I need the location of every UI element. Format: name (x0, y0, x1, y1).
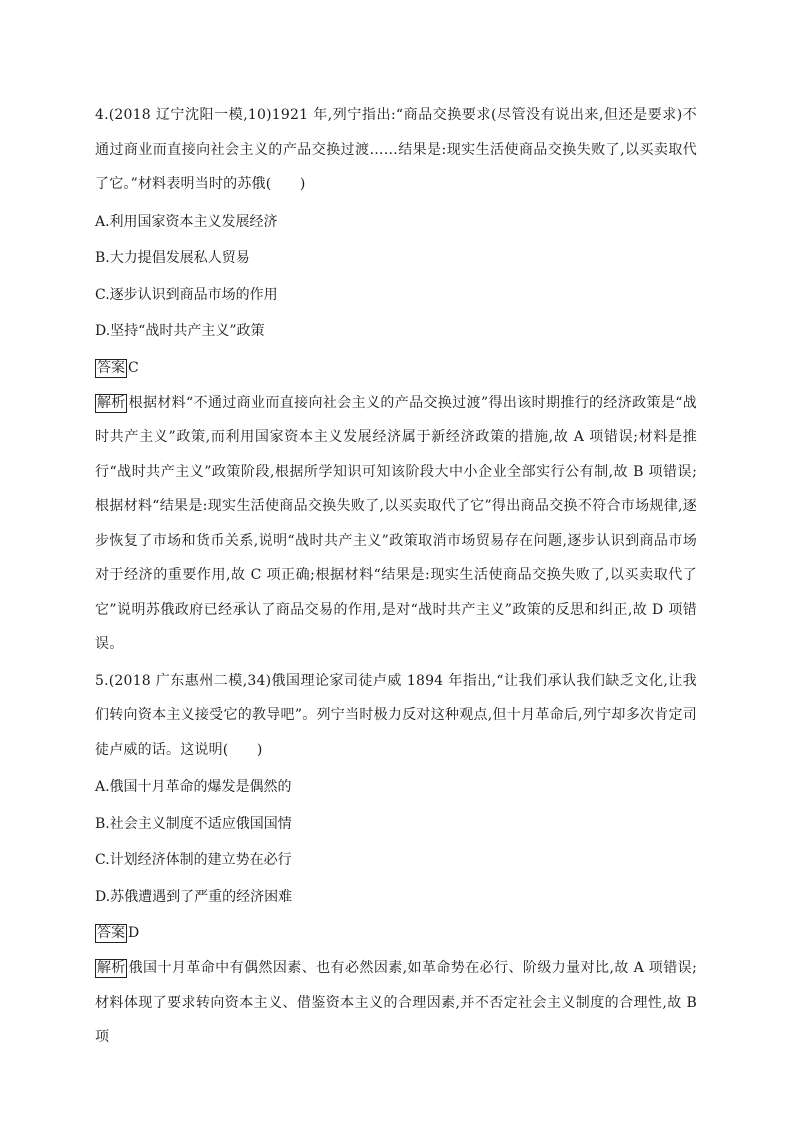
q5-stem: 5.(2018 广东惠州二模,34)俄国理论家司徒卢威 1894 年指出,“让我们承认我们缺乏文化,让我们转向资本主义接受它的教导吧”。列宁当时极力反对这种观点,但十月革命后,列宁却多次肯定司徒卢威的话。这说明( ) (95, 672, 697, 758)
q4-option-c: C.逐步认识到商品市场的作用 (95, 286, 278, 303)
q5-answer-tag: 答案 (97, 925, 125, 941)
q4-option-a: A.利用国家资本主义发展经济 (95, 213, 278, 230)
q5-option-b: B.社会主义制度不适应俄国国情 (95, 815, 292, 832)
q4-option-b: B.大力提倡发展私人贸易 (95, 250, 250, 266)
q4-answer-value: C (128, 359, 139, 376)
q5-analysis (95, 951, 697, 1055)
q4-answer-line (95, 350, 697, 386)
q5-answer-value: D (128, 925, 140, 941)
q4-analysis-tag: 解析 (97, 394, 126, 411)
q5-analysis-text: 俄国十月革命中有偶然因素、也有必然因素,如革命势在必行、阶级力量对比,故 A 项错误;材料体现了要求转向资本主义、借鉴资本主义的合理因素,并不否定社会主义制度的合理性,故 B 项 (95, 960, 697, 1045)
q5-option-d: D.苏俄遭遇到了严重的经济困难 (95, 888, 293, 905)
q4-analysis-text: 根据材料“不通过商业而直接向社会主义的产品交换过渡”得出该时期推行的经济政策是“战时共产主义”政策,而利用国家资本主义发展经济属于新经济政策的措施,故 A 项错误;材料是推行“战时共产主义”政策阶段,根据所学知识可知该阶段大中小企业全部实行公有制,故 B 项错误;根据材料“结果是:现实生活使商品交换失败了,以买卖取代了它”得出商品交换不符合市场规律,逐步恢复了市场和货币关系,说明“战时共产主义”政策取消市场贸易存在问题,逐步认识到商品市场对于经济的重要作用,故 C 项正确;根据材料“结果是:现实生活使商品交换失败了,以买卖取代了它”说明苏俄政府已经承认了商品交易的作用,是对“战时共产主义”政策的反思和纠正,故 D 项错误。 (95, 394, 697, 652)
q5-analysis-tag: 解析 (97, 960, 126, 976)
q4-option-d: D.坚持“战时共产主义”政策 (95, 323, 265, 339)
q4-answer-tag: 答案 (97, 359, 125, 376)
q4-analysis (95, 386, 697, 662)
q5-answer-line (95, 915, 697, 951)
document-page (95, 98, 697, 1055)
q5-option-a: A.俄国十月革命的爆发是偶然的 (95, 779, 292, 795)
q5-option-c: C.计划经济体制的建立势在必行 (95, 852, 292, 868)
q4-stem: 4.(2018 辽宁沈阳一模,10)1921 年,列宁指出:“商品交换要求(尽管没有说出来,但还是要求)不通过商业而直接向社会主义的产品交换过渡……结果是:现实生活使商品交换失败了,以买卖取代了它。”材料表明当时的苏俄( ) (95, 107, 697, 192)
